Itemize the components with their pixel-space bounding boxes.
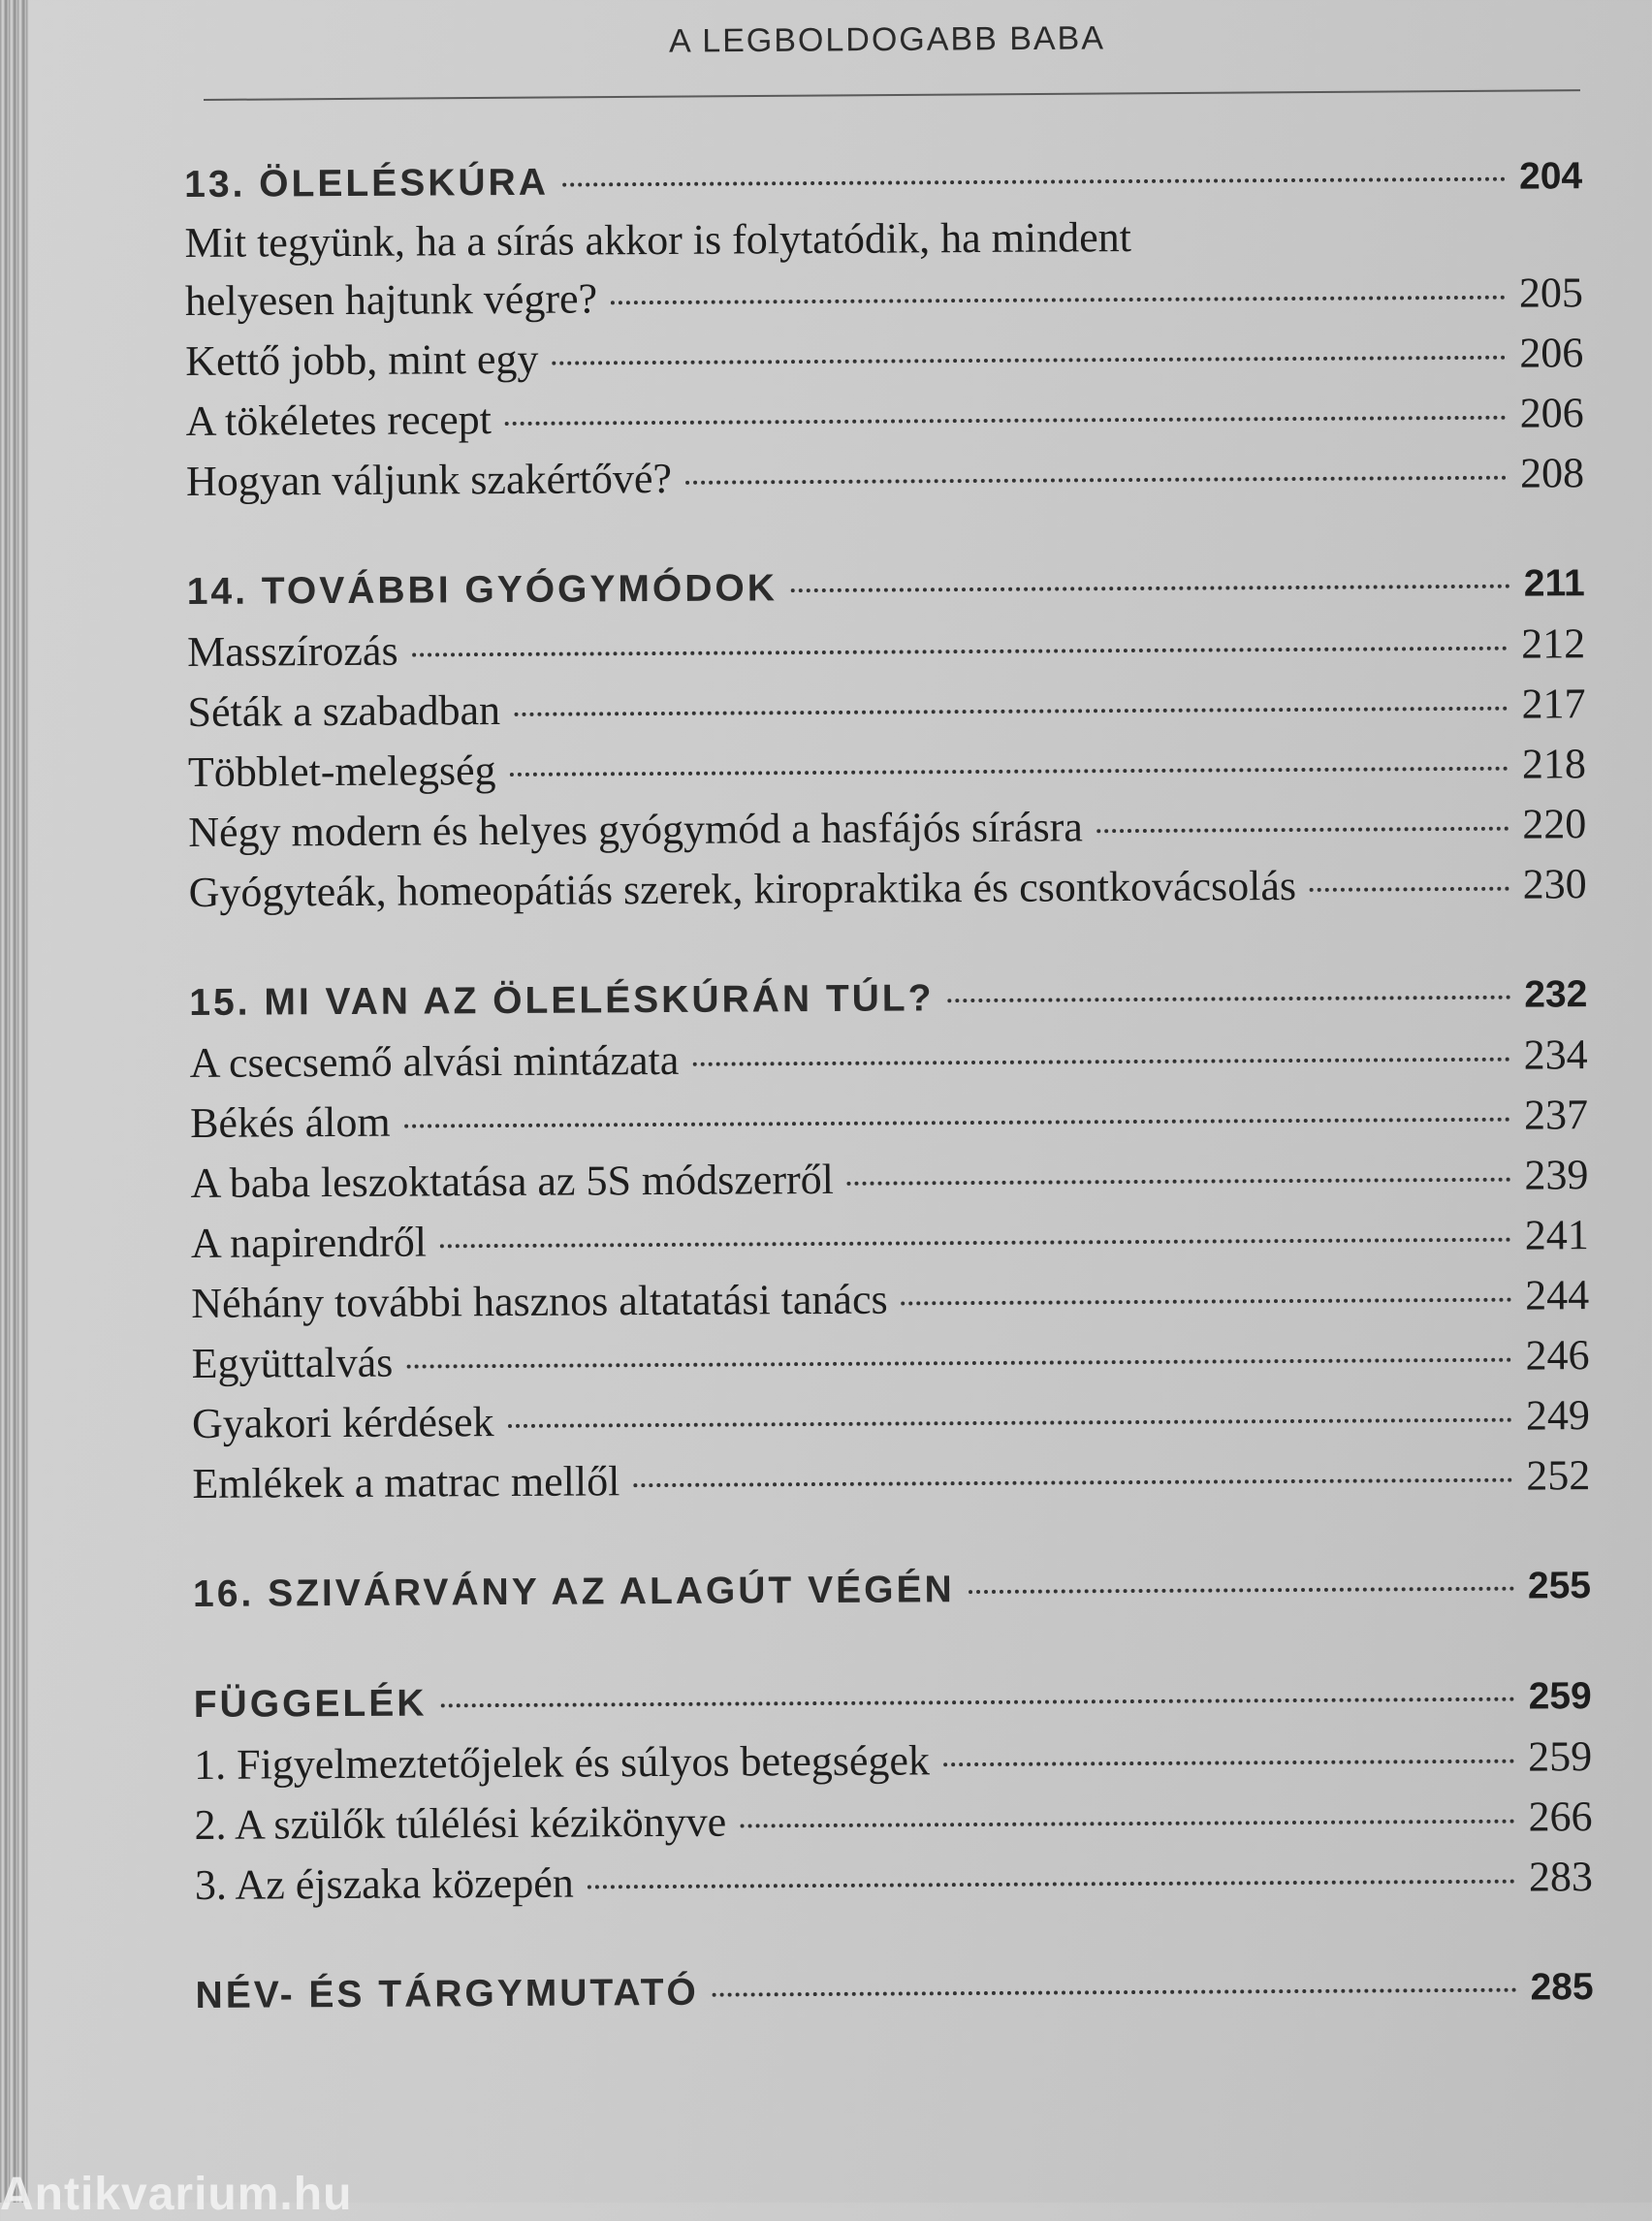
- toc-entry: [194, 1727, 1592, 1795]
- dot-leader: [633, 1478, 1512, 1488]
- dot-leader: [514, 707, 1508, 716]
- dot-leader: [791, 585, 1510, 593]
- entry-title: A napirendről: [190, 1218, 428, 1267]
- chapter-heading: [193, 1556, 1591, 1625]
- page-number: 206: [1519, 389, 1584, 437]
- toc-entry: [185, 323, 1583, 392]
- toc-entry: [187, 674, 1585, 743]
- dot-leader: [562, 177, 1506, 187]
- page-number: 230: [1522, 860, 1587, 908]
- page-number: 204: [1518, 155, 1583, 198]
- page-number: 237: [1523, 1091, 1589, 1139]
- dot-leader: [685, 476, 1507, 485]
- entry-title: A baba leszoktatása az 5S módszerről: [190, 1155, 835, 1207]
- header-rule: [204, 89, 1580, 101]
- chapter-title: 13. ÖLELÉSKÚRA: [184, 161, 550, 206]
- dot-leader: [713, 1988, 1517, 1997]
- chapter-title: 15. MI VAN AZ ÖLELÉSKÚRÁN TÚL?: [189, 977, 935, 1024]
- chapter-13: [184, 146, 1584, 512]
- page-number: 246: [1525, 1331, 1590, 1380]
- chapter-title: 14. TOVÁBBI GYÓGYMÓDOK: [186, 567, 778, 613]
- toc-entry: [191, 1205, 1589, 1274]
- page-number: 266: [1528, 1793, 1593, 1841]
- toc-entry: [192, 1385, 1590, 1454]
- entry-title: Gyógyteák, homeopátiás szerek, kiropraktika és csontkovácsolás: [188, 862, 1297, 916]
- page-number: 285: [1530, 1966, 1594, 2009]
- chapter-heading: [187, 554, 1585, 622]
- entry-title: Kettő jobb, mint egy: [185, 334, 539, 385]
- toc-entry: [188, 734, 1586, 803]
- dot-leader: [440, 1697, 1514, 1708]
- entry-title: Többlet-melegség: [187, 746, 496, 796]
- chapter-heading: [189, 965, 1587, 1033]
- toc-entry: [195, 1847, 1593, 1916]
- running-head: A LEGBOLDOGABB BABA: [668, 19, 1106, 60]
- page-number: 211: [1523, 562, 1585, 605]
- chapter-heading: [195, 1957, 1593, 2026]
- chapter-15: [189, 965, 1590, 1514]
- chapter-title: 16. SZIVÁRVÁNY AZ ALAGÚT VÉGÉN: [192, 1569, 955, 1615]
- page-number: 244: [1525, 1271, 1590, 1319]
- table-of-contents: [184, 146, 1594, 2077]
- chapter-title: NÉV- ÉS TÁRGYMUTATÓ: [195, 1971, 699, 2016]
- page-number: 217: [1521, 680, 1586, 728]
- dot-leader: [1096, 827, 1509, 834]
- entry-title: Mit tegyünk, ha a sírás akkor is folytatódik, ha mindent: [184, 213, 1132, 267]
- page-number: 241: [1524, 1211, 1589, 1259]
- entry-title: A csecsemő alvási mintázata: [189, 1035, 680, 1087]
- dot-leader: [510, 767, 1509, 777]
- toc-entry: [185, 263, 1583, 332]
- page-number: 232: [1524, 973, 1588, 1016]
- entry-title: Békés álom: [189, 1097, 391, 1147]
- dot-leader: [948, 996, 1511, 1003]
- toc-entry: [191, 1325, 1589, 1394]
- page-number: 212: [1520, 619, 1586, 668]
- entry-title: 2. A szülők túlélési kézikönyve: [194, 1797, 727, 1849]
- entry-title: 1. Figyelmeztetőjelek és súlyos betegségek: [193, 1736, 931, 1789]
- page-number: 239: [1524, 1151, 1589, 1199]
- toc-entry: [194, 1787, 1592, 1856]
- page-number: 259: [1527, 1732, 1593, 1781]
- page-number: 252: [1526, 1451, 1591, 1500]
- dot-leader: [508, 1418, 1512, 1428]
- entry-title: 3. Az éjszaka közepén: [194, 1858, 574, 1909]
- toc-entry: [187, 614, 1585, 682]
- page-number: 283: [1528, 1853, 1594, 1901]
- book-spine-edge: [0, 0, 29, 2203]
- appendix: [194, 1666, 1593, 1916]
- toc-entry: [184, 206, 1582, 271]
- page-number: 218: [1521, 740, 1587, 788]
- dot-leader: [404, 1118, 1510, 1128]
- dot-leader: [740, 1820, 1514, 1828]
- dot-leader: [552, 356, 1506, 365]
- page-number: 259: [1528, 1675, 1592, 1718]
- watermark: Antikvarium.hu: [0, 2169, 353, 2220]
- toc-entry: [188, 854, 1586, 923]
- dot-leader: [847, 1178, 1511, 1186]
- dot-leader: [406, 1358, 1511, 1369]
- entry-title: Masszírozás: [186, 626, 398, 676]
- entry-title: A tökéletes recept: [185, 396, 492, 445]
- chapter-heading: [184, 146, 1582, 215]
- entry-title: Négy modern és helyes gyógymód a hasfájós sírásra: [188, 803, 1083, 856]
- entry-title: Együttalvás: [191, 1338, 394, 1387]
- chapter-14: [187, 554, 1587, 923]
- page-number: 234: [1523, 1031, 1588, 1079]
- toc-entry: [188, 794, 1586, 863]
- dot-leader: [692, 1058, 1509, 1066]
- toc-entry: [190, 1025, 1588, 1094]
- page-number: 220: [1522, 800, 1587, 848]
- toc-entry: [192, 1445, 1590, 1514]
- entry-title: Hogyan váljunk szakértővé?: [185, 454, 673, 505]
- page-number: 249: [1525, 1391, 1591, 1440]
- toc-entry: [186, 443, 1584, 512]
- toc-entry: [185, 383, 1583, 452]
- page-number: 206: [1519, 329, 1584, 377]
- page-number: 208: [1519, 449, 1585, 497]
- dot-leader: [969, 1587, 1514, 1594]
- page-number: 255: [1527, 1565, 1592, 1607]
- dot-leader: [505, 416, 1507, 426]
- chapter-heading: [194, 1666, 1592, 1735]
- entry-title: Néhány további hasznos altatatási tanács: [191, 1275, 888, 1327]
- dot-leader: [902, 1298, 1512, 1306]
- entry-title: Gyakori kérdések: [191, 1398, 494, 1447]
- chapter-title: FÜGGELÉK: [193, 1682, 428, 1726]
- dot-leader: [1310, 887, 1509, 892]
- dot-leader: [440, 1238, 1511, 1249]
- dot-leader: [611, 296, 1506, 305]
- entry-title: helyesen hajtunk végre?: [184, 274, 598, 325]
- dot-leader: [588, 1880, 1515, 1889]
- dot-leader: [412, 647, 1509, 657]
- page-number: 205: [1518, 269, 1584, 317]
- index: [195, 1957, 1593, 2026]
- toc-entry: [191, 1265, 1589, 1334]
- entry-title: Séták a szabadban: [187, 686, 501, 736]
- toc-entry: [190, 1145, 1588, 1214]
- entry-title: Emlékek a matrac mellől: [192, 1457, 620, 1507]
- toc-entry: [190, 1085, 1588, 1154]
- chapter-16: [193, 1556, 1591, 1625]
- dot-leader: [943, 1760, 1514, 1767]
